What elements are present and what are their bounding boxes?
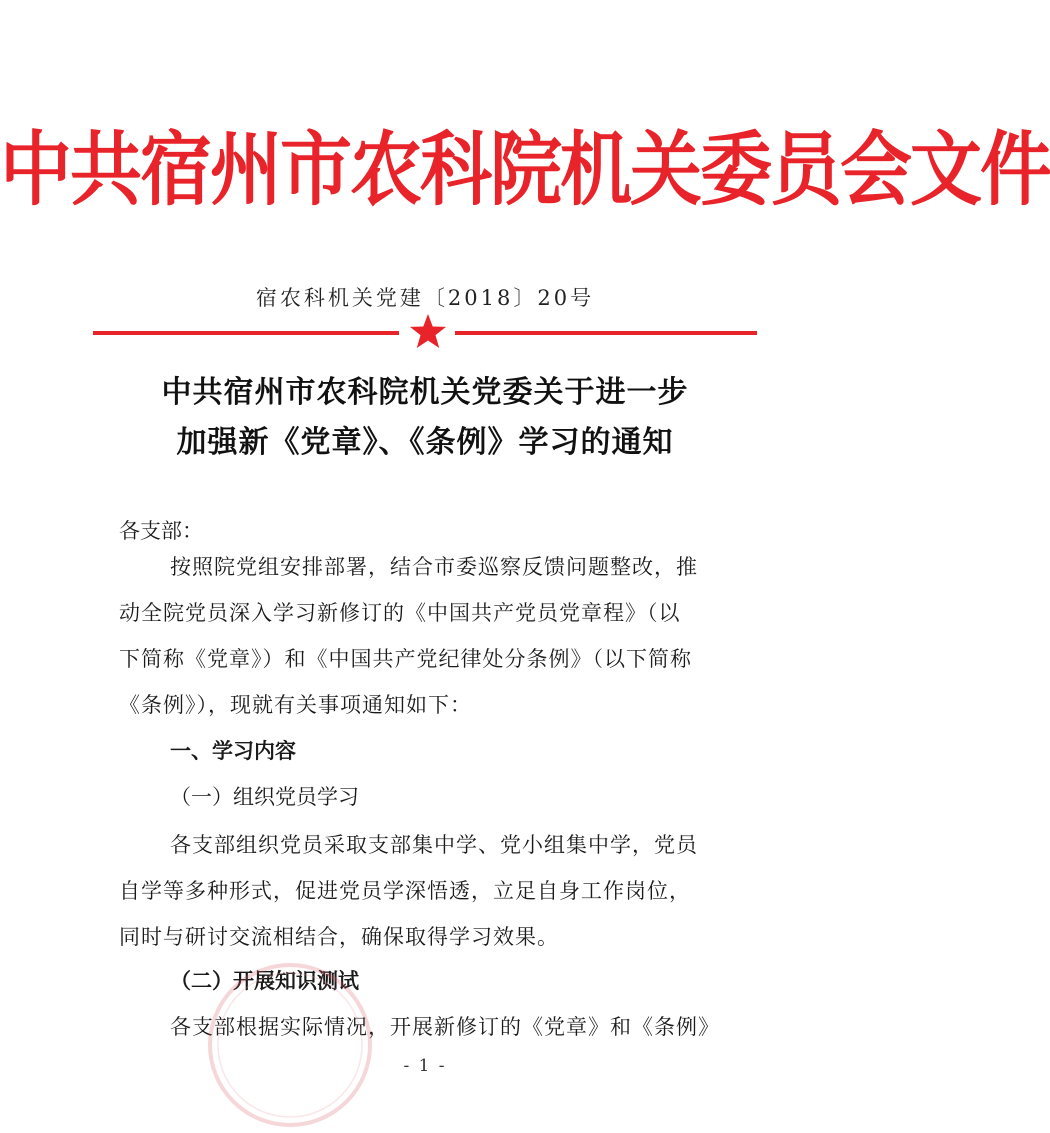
intro-line: 下简称《党章》）和《中国共产党纪律处分条例》（以下简称	[119, 647, 692, 671]
subsection-line: 各支部根据实际情况，开展新修订的《党章》和《条例》	[170, 1015, 720, 1039]
red-divider-left	[93, 331, 399, 335]
subsection-line: 各支部组织党员采取支部集中学、党小组集中学，党员	[170, 833, 698, 857]
subsection-heading-organize-study: （一）组织党员学习	[170, 785, 359, 809]
section-heading-study-content: 一、学习内容	[170, 738, 296, 763]
masthead-title: 中共宿州市农科院机关委员会文件	[0, 121, 1050, 217]
subsection-line: 同时与研讨交流相结合，确保取得学习效果。	[119, 925, 559, 949]
faded-seal-stamp	[205, 960, 375, 1130]
intro-line: 按照院党组安排部署，结合市委巡察反馈问题整改，推	[170, 555, 698, 579]
red-star-icon	[408, 312, 448, 352]
subsection-heading-knowledge-test: （二）开展知识测试	[170, 968, 359, 993]
intro-line: 动全院党员深入学习新修订的《中国共产党员党章程》（以	[119, 601, 681, 625]
salutation: 各支部：	[119, 519, 203, 543]
red-divider-right	[455, 331, 757, 335]
notice-title-line-2: 加强新《党章》、《条例》学习的通知	[176, 425, 674, 460]
intro-line: 《条例》），现就有关事项通知如下：	[119, 693, 472, 717]
document-number: 宿农科机关党建〔2018〕20号	[255, 286, 595, 310]
notice-title-line-1: 中共宿州市农科院机关党委关于进一步	[161, 375, 689, 410]
page-number: - 1 -	[403, 1056, 447, 1076]
subsection-line: 自学等多种形式，促进党员学深悟透，立足自身工作岗位，	[119, 879, 691, 903]
